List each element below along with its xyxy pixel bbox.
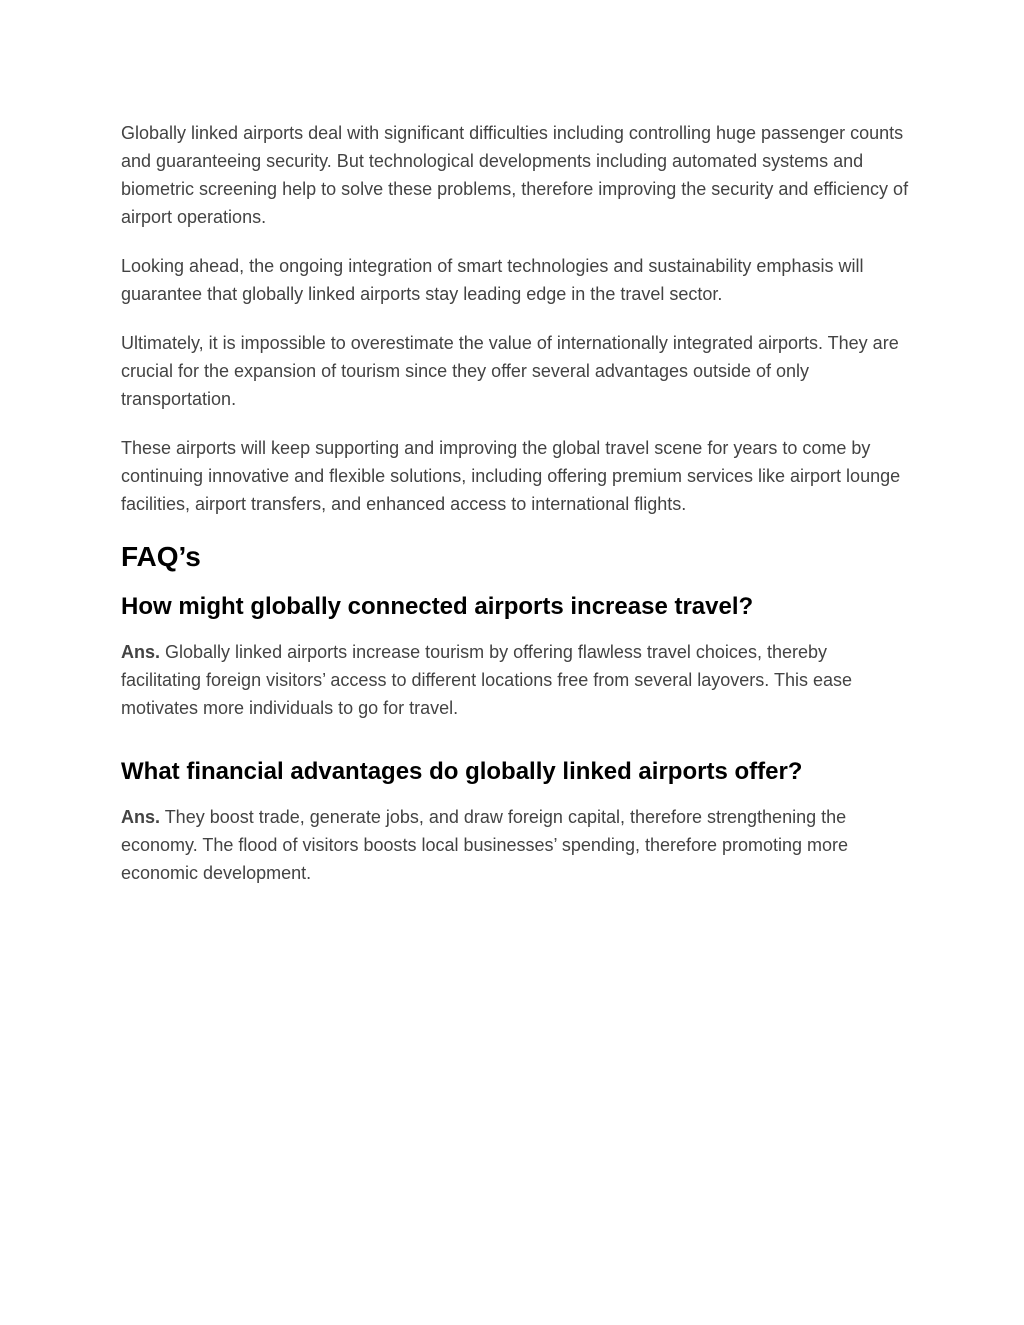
body-paragraph-3: Ultimately, it is impossible to overestimate the value of internationally integrated airports. They are crucial for the expansion of tourism since they offer several advantages outside of only transportation. xyxy=(121,333,899,409)
faq-question-1: How might globally connected airports increase travel? xyxy=(121,593,754,620)
answer-label: Ans. xyxy=(121,642,161,662)
answer-label: Ans. xyxy=(121,807,161,827)
answer-text: Globally linked airports increase tourism by offering flawless travel choices, thereby facilitating foreign visitors’ access to different locations free from several layovers. This ease motivates more individuals to go for travel. xyxy=(121,642,852,718)
answer-text: They boost trade, generate jobs, and draw foreign capital, therefore strengthening the economy. The flood of visitors boosts local businesses’ spending, therefore promoting more economic development. xyxy=(121,807,849,883)
faq-heading: FAQ’s xyxy=(121,541,201,572)
faq-answer-1 xyxy=(121,638,911,722)
faq-answer-2 xyxy=(121,803,911,887)
body-paragraph-1: Globally linked airports deal with significant difficulties including controlling huge passenger counts and guaranteeing security. But technological developments including automated systems and biometric screening help to solve these problems, therefore improving the security and efficiency of airport operations. xyxy=(121,123,909,227)
faq-question-2: What financial advantages do globally linked airports offer? xyxy=(121,758,803,785)
body-paragraph-2: Looking ahead, the ongoing integration of smart technologies and sustainability emphasis will guarantee that globally linked airports stay leading edge in the travel sector. xyxy=(121,256,864,304)
body-paragraph-4: These airports will keep supporting and improving the global travel scene for years to come by continuing innovative and flexible solutions, including offering premium services like airport lounge facilities, airport transfers, and enhanced access to international flights. xyxy=(121,438,901,514)
document-page xyxy=(121,119,911,905)
